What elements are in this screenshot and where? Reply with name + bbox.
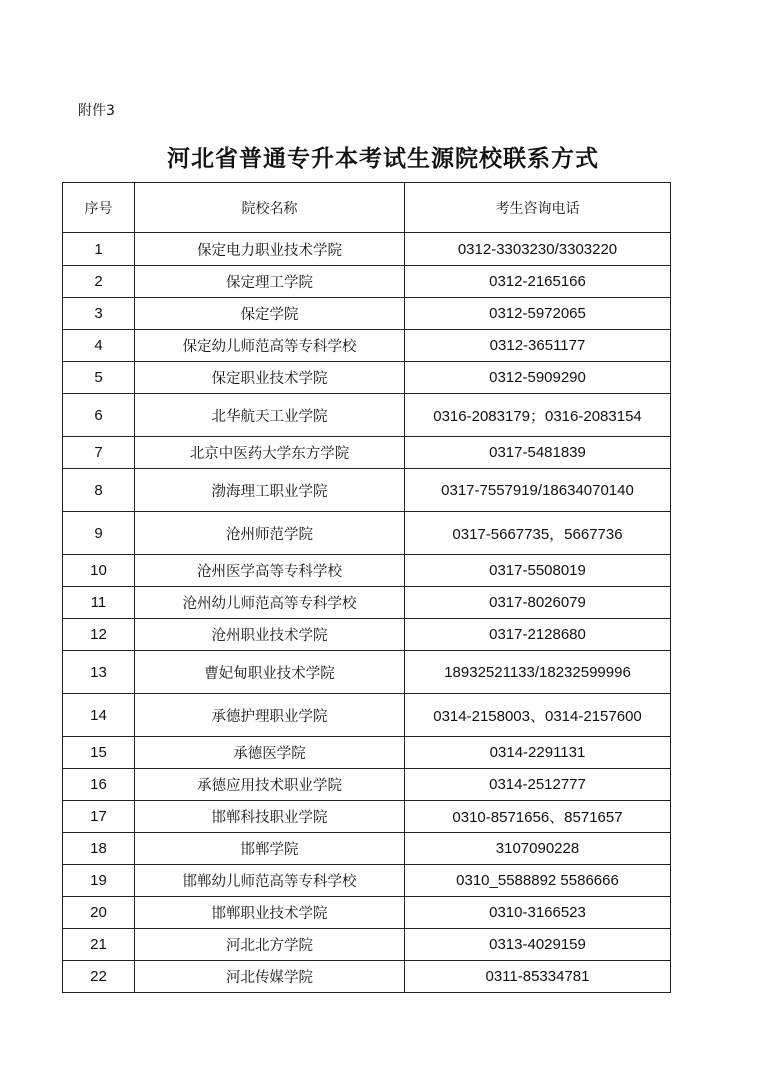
school-name: 北华航天工业学院 (135, 394, 405, 437)
school-name: 沧州幼儿师范高等专科学校 (135, 587, 405, 619)
phone-number: 0312-5909290 (405, 362, 671, 394)
table-row (63, 694, 671, 737)
phone-number: 0314-2158003、0314-2157600 (405, 694, 671, 737)
header-phone: 考生咨询电话 (405, 183, 671, 233)
school-name: 北京中医药大学东方学院 (135, 437, 405, 469)
row-number: 15 (63, 737, 135, 769)
row-number: 7 (63, 437, 135, 469)
table-row (63, 298, 671, 330)
table-header-row (63, 183, 671, 233)
table-row (63, 929, 671, 961)
row-number: 16 (63, 769, 135, 801)
row-number: 4 (63, 330, 135, 362)
phone-number: 0312-2165166 (405, 266, 671, 298)
row-number: 19 (63, 865, 135, 897)
school-name: 邯郸科技职业学院 (135, 801, 405, 833)
school-name: 保定学院 (135, 298, 405, 330)
school-name: 沧州师范学院 (135, 512, 405, 555)
row-number: 18 (63, 833, 135, 865)
school-name: 承德护理职业学院 (135, 694, 405, 737)
page-title: 河北省普通专升本考试生源院校联系方式 (167, 145, 599, 172)
school-name: 渤海理工职业学院 (135, 469, 405, 512)
table-row (63, 833, 671, 865)
table-row (63, 769, 671, 801)
table-row (63, 266, 671, 298)
row-number: 1 (63, 233, 135, 266)
phone-number: 0310-8571656、8571657 (405, 801, 671, 833)
row-number: 14 (63, 694, 135, 737)
phone-number: 0311-85334781 (405, 961, 671, 993)
phone-number: 0316-2083179；0316-2083154 (405, 394, 671, 437)
header-school-name: 院校名称 (135, 183, 405, 233)
school-name: 保定理工学院 (135, 266, 405, 298)
phone-number: 0317-7557919/18634070140 (405, 469, 671, 512)
header-number: 序号 (63, 183, 135, 233)
phone-number: 18932521133/18232599996 (405, 651, 671, 694)
table-row (63, 897, 671, 929)
row-number: 3 (63, 298, 135, 330)
table-row (63, 619, 671, 651)
row-number: 9 (63, 512, 135, 555)
school-name: 保定职业技术学院 (135, 362, 405, 394)
row-number: 5 (63, 362, 135, 394)
table-row (63, 437, 671, 469)
school-name: 沧州职业技术学院 (135, 619, 405, 651)
row-number: 2 (63, 266, 135, 298)
school-name: 保定电力职业技术学院 (135, 233, 405, 266)
school-name: 邯郸学院 (135, 833, 405, 865)
school-name: 保定幼儿师范高等专科学校 (135, 330, 405, 362)
table-row (63, 330, 671, 362)
school-name: 邯郸幼儿师范高等专科学校 (135, 865, 405, 897)
school-name: 河北传媒学院 (135, 961, 405, 993)
table-row (63, 362, 671, 394)
phone-number: 0312-3303230/3303220 (405, 233, 671, 266)
school-name: 沧州医学高等专科学校 (135, 555, 405, 587)
table-row (63, 555, 671, 587)
school-name: 河北北方学院 (135, 929, 405, 961)
phone-number: 0310-3166523 (405, 897, 671, 929)
phone-number: 0317-5508019 (405, 555, 671, 587)
table-row (63, 801, 671, 833)
table-row (63, 865, 671, 897)
phone-number: 0310_5588892 5586666 (405, 865, 671, 897)
row-number: 20 (63, 897, 135, 929)
table-row (63, 587, 671, 619)
row-number: 11 (63, 587, 135, 619)
table-row (63, 233, 671, 266)
phone-number: 0317-5667735，5667736 (405, 512, 671, 555)
phone-number: 0312-3651177 (405, 330, 671, 362)
contact-table (62, 182, 671, 993)
phone-number: 0314-2291131 (405, 737, 671, 769)
phone-number: 0312-5972065 (405, 298, 671, 330)
table-row (63, 394, 671, 437)
phone-number: 0314-2512777 (405, 769, 671, 801)
table-row (63, 961, 671, 993)
table-row (63, 737, 671, 769)
table-row (63, 512, 671, 555)
table-row (63, 469, 671, 512)
attachment-label: 附件3 (78, 103, 115, 119)
school-name: 承德医学院 (135, 737, 405, 769)
row-number: 22 (63, 961, 135, 993)
phone-number: 3107090228 (405, 833, 671, 865)
row-number: 8 (63, 469, 135, 512)
phone-number: 0313-4029159 (405, 929, 671, 961)
school-name: 曹妃甸职业技术学院 (135, 651, 405, 694)
row-number: 21 (63, 929, 135, 961)
school-name: 承德应用技术职业学院 (135, 769, 405, 801)
table-row (63, 651, 671, 694)
row-number: 10 (63, 555, 135, 587)
school-name: 邯郸职业技术学院 (135, 897, 405, 929)
phone-number: 0317-2128680 (405, 619, 671, 651)
row-number: 6 (63, 394, 135, 437)
phone-number: 0317-8026079 (405, 587, 671, 619)
row-number: 17 (63, 801, 135, 833)
row-number: 12 (63, 619, 135, 651)
phone-number: 0317-5481839 (405, 437, 671, 469)
row-number: 13 (63, 651, 135, 694)
